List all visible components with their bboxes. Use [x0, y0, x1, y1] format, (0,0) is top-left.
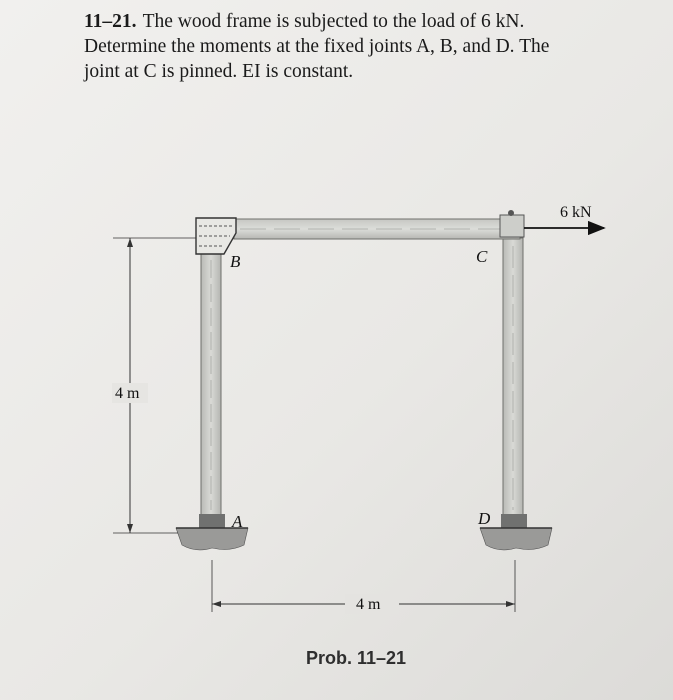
joint-c-cap	[500, 215, 524, 237]
ground-a	[176, 528, 248, 550]
width-arrow-right	[506, 601, 515, 607]
problem-line-2: Determine the moments at the fixed joints A, B, and D. The	[84, 36, 550, 57]
joint-d-label: D	[478, 509, 491, 528]
problem-number: 11–21.	[84, 11, 137, 32]
problem-text-1: The wood frame is subjected to the load of 6 kN.	[142, 11, 525, 32]
joint-c-pin	[508, 210, 514, 216]
joint-a-label: A	[232, 512, 243, 531]
load-label: 6 kN	[560, 204, 592, 221]
problem-line-3: joint at C is pinned. EI is constant.	[84, 61, 354, 82]
base-plate-a	[199, 514, 225, 528]
width-dim-label: 4 m	[356, 596, 381, 613]
base-plate-d	[501, 514, 527, 528]
ground-d	[480, 528, 552, 550]
height-arrow-top	[127, 238, 133, 247]
height-dim-label: 4 m	[115, 385, 140, 402]
figure-caption: Prob. 11–21	[306, 648, 407, 668]
joint-b-label: B	[230, 252, 241, 271]
joint-c-label: C	[476, 247, 488, 266]
height-arrow-bottom	[127, 524, 133, 533]
width-arrow-left	[212, 601, 221, 607]
